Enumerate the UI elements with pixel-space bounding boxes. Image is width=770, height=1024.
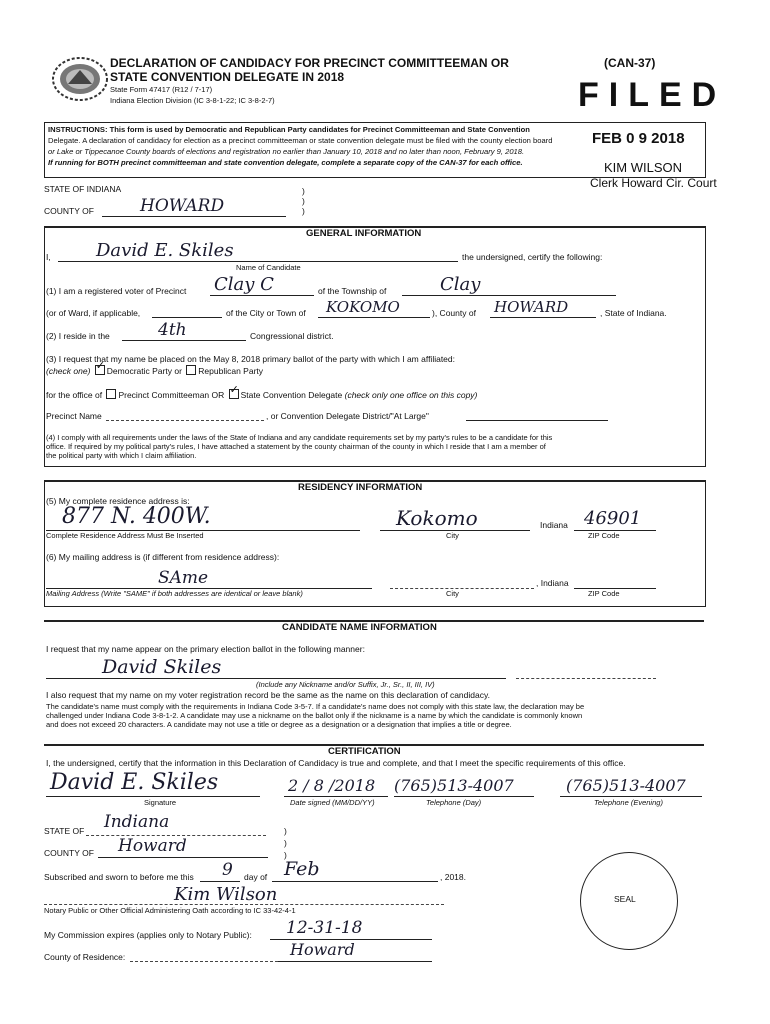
residence-zip-caption: ZIP Code [588,531,620,540]
brace-1: ) [302,186,305,196]
instructions-text [48,124,552,168]
sworn-month-value[interactable]: Feb [284,858,320,880]
ward-text-d: , State of Indiana. [600,308,667,318]
republican-checkbox[interactable] [186,365,196,375]
precinct-committeeman-label: Precinct Committeeman OR [118,390,225,400]
state-convention-delegate-checkbox[interactable] [229,389,239,399]
precinct-name-label: Precinct Name [46,411,102,421]
residence-county-value[interactable]: Howard [290,940,355,959]
county-value[interactable]: HOWARD [140,196,225,216]
stamp-court: Clerk Howard Cir. Court [590,176,717,190]
county-of-label: COUNTY OF [44,206,94,216]
certification-heading: CERTIFICATION [328,746,401,757]
residence-city-caption: City [446,531,459,540]
q1-text-b: of the Township of [318,286,387,296]
filed-stamp: FILED [578,76,727,114]
signature-caption: Signature [144,798,177,807]
brace-2: ) [302,196,305,206]
general-info-frame [44,226,706,467]
check-one-note: (check one) [46,366,91,376]
ballot-request-text: I request that my name appear on the primary election ballot in the following manner: [46,644,365,654]
precinct-value[interactable]: Clay C [214,274,274,295]
residence-address-value[interactable]: 877 N. 400W. [62,504,211,529]
q1-text-a: (1) I am a registered voter of Precinct [46,286,187,296]
party-choice [46,365,263,376]
sworn-text-a: Subscribed and sworn to before me this [44,872,194,882]
sworn-day-value[interactable]: 9 [222,860,233,880]
office-label: for the office of [46,390,103,400]
ward-text-c: ), County of [432,308,476,318]
signature-value[interactable]: David E. Skiles [50,770,219,795]
phone-evening-value[interactable]: (765)513-4007 [566,776,686,795]
q2-text-b: Congressional district. [250,331,334,341]
general-info-heading: GENERAL INFORMATION [306,228,422,239]
note-line3: and does not exceed 20 characters. A candidate may not use a title or degree as a designation or a designation that implies a title or degree. [46,720,512,729]
note-line2: challenged under Indiana Code 3-8-1-2. A candidate may use a nickname on the ballot only if the nickname is a name by which the candidate is commonly known [46,711,583,720]
q4-line1: (4) I comply with all requirements under the laws of the State of Indiana and any candidate requirements set by my party's rules to be a candidate for this [46,433,553,442]
form-code: (CAN-37) [604,56,656,70]
office-note: (check only one office on this copy) [344,390,478,400]
q4-line2: office. If required by my political party's rules, I have attached a statement by the county chairman of the county in which I reside that I am a member of [46,442,546,451]
county-value-2[interactable]: HOWARD [494,298,569,316]
candidate-name-heading: CANDIDATE NAME INFORMATION [282,622,437,633]
city-value[interactable]: KOKOMO [326,298,400,316]
republican-label: Republican Party [198,366,264,376]
instructions-line1: INSTRUCTIONS: This form is used by Democratic and Republican Party candidates for Precinct Committeeman and State Convention [48,125,530,134]
instructions-line4: If running for BOTH precinct committeeman and state convention delegate, complete a separate copy of the CAN-37 for each office. [48,158,523,167]
district-value[interactable]: 4th [158,320,187,340]
i-label: I, [46,252,51,262]
q2-text-a: (2) I reside in the [46,331,110,341]
ballot-name-value[interactable]: David Skiles [102,656,222,678]
indiana-state-seal-icon [50,56,110,102]
q4-text [46,433,552,460]
state-seal-logo [50,56,110,102]
sworn-text-b: day of [244,872,268,882]
commission-label: My Commission expires (applies only to Notary Public): [44,930,252,940]
undersigned-text: the undersigned, certify the following: [462,252,603,262]
q6-text: (6) My mailing address is (if different from residence address): [46,552,280,562]
name-compliance-note [46,702,584,729]
notary-brace-2: ) [284,838,287,848]
mailing-city-caption: City [446,589,459,598]
precinct-committeeman-checkbox[interactable] [106,389,116,399]
residence-city-value[interactable]: Kokomo [396,506,478,530]
instructions-line2: Delegate. A declaration of candidacy for election as a precinct committeeman or state convention delegate must be filed with the county election board [48,136,553,145]
date-signed-value[interactable]: 2 / 8 /2018 [288,776,376,795]
residence-label: County of Residence: [44,952,126,962]
township-value[interactable]: Clay [440,274,481,295]
q3-text: (3) I request that my name be placed on the May 8, 2018 primary ballot of the party with which I am affiliated: [46,354,455,364]
sworn-year: , 2018. [440,872,466,882]
democratic-label: Democratic Party or [106,366,182,376]
candidate-name-value[interactable]: David E. Skiles [96,240,234,261]
phone-day-caption: Telephone (Day) [426,798,482,807]
residence-state: Indiana [540,520,568,530]
seal-label: SEAL [614,894,636,904]
voter-record-request: I also request that my name on my voter registration record be the same as the name on this declaration of candidacy. [46,690,490,700]
notary-signature-value[interactable]: Kim Wilson [174,884,278,905]
notary-county-value[interactable]: Howard [118,836,187,856]
election-division: Indiana Election Division (IC 3-8-1-22; IC 3-8-2-7) [110,96,275,105]
note-line1: The candidate's name must comply with the requirements in Indiana Code 3-5-7. If a candidate's name does not comply with this state law, the declaration may be [46,702,585,711]
commission-value[interactable]: 12-31-18 [286,918,363,938]
state-form-number: State Form 47417 (R12 / 7-17) [110,85,213,94]
office-choice [46,389,477,400]
phone-day-value[interactable]: (765)513-4007 [394,776,514,795]
mailing-address-value[interactable]: SAme [158,568,209,588]
mailing-address-caption: Mailing Address (Write "SAME" if both addresses are identical or leave blank) [46,589,303,598]
stamp-date: FEB 0 9 2018 [592,130,685,147]
mailing-state: , Indiana [536,578,569,588]
notary-state-label: STATE OF [44,826,85,836]
residence-zip-value[interactable]: 46901 [584,508,642,529]
convention-district-label: , or Convention Delegate District/"At Large" [266,411,429,421]
q5-text: (5) My complete residence address is: [46,496,190,506]
notary-caption: Notary Public or Other Official Administering Oath according to IC 33-42-4-1 [44,906,296,915]
residency-heading: RESIDENCY INFORMATION [298,482,423,493]
form-title-line2: STATE CONVENTION DELEGATE IN 2018 [110,70,345,84]
date-signed-caption: Date signed (MM/DD/YY) [290,798,375,807]
democratic-checkbox[interactable] [95,365,105,375]
ballot-name-caption: (Include any Nickname and/or Suffix, Jr., Sr., II, III, IV) [256,680,435,689]
notary-county-label: COUNTY OF [44,848,94,858]
state-of-indiana-label: STATE OF INDIANA [44,184,122,194]
residence-address-caption: Complete Residence Address Must Be Inserted [46,531,204,540]
notary-state-value[interactable]: Indiana [104,812,170,832]
form-title-line1: DECLARATION OF CANDIDACY FOR PRECINCT COMMITTEEMAN OR [110,56,509,70]
stamp-clerk: KIM WILSON [604,160,683,175]
ward-text-a: (or of Ward, if applicable, [46,308,141,318]
notary-brace-3: ) [284,850,287,860]
phone-evening-caption: Telephone (Evening) [594,798,663,807]
q4-line3: the political party with which I claim affiliation. [46,451,197,460]
form-title [110,56,509,84]
name-of-candidate-caption: Name of Candidate [236,263,301,272]
mailing-zip-caption: ZIP Code [588,589,620,598]
ward-text-b: of the City or Town of [226,308,306,318]
state-convention-delegate-label: State Convention Delegate [240,390,343,400]
certification-text: I, the undersigned, certify that the information in this Declaration of Candidacy is true and complete, and that I meet the specific requirements of this office. [46,758,626,768]
notary-brace-1: ) [284,826,287,836]
instructions-line3: or Lake or Tippecanoe County boards of elections and registration no earlier than January 10, 2018 and no later than noon, February 9, 2018. [48,147,525,156]
brace-3: ) [302,206,305,216]
